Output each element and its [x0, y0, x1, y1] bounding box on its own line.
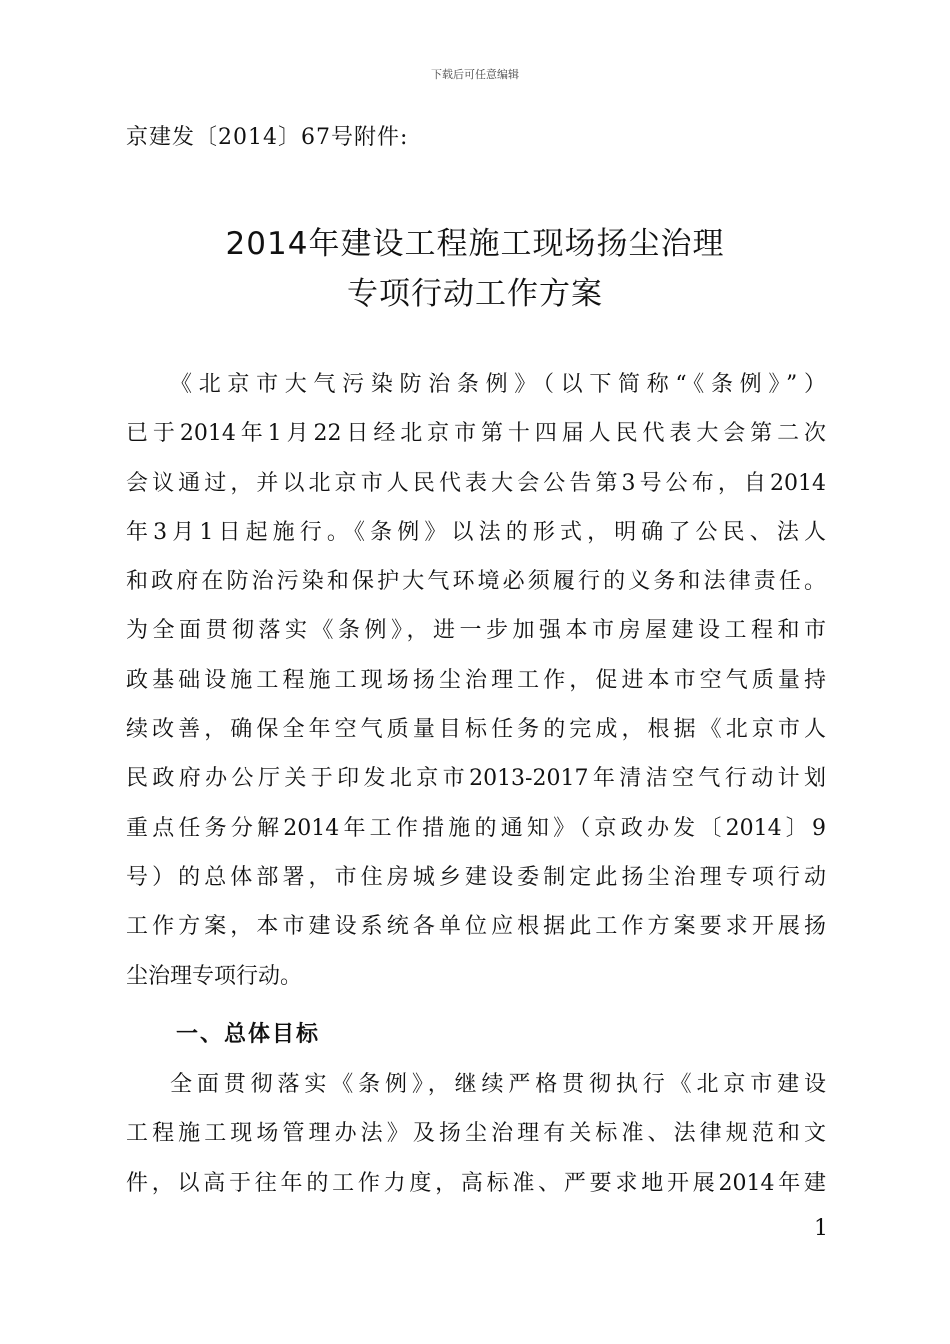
paragraph-line: 会议通过，并以北京市人民代表大会公告第3号公布，自2014 [126, 470, 826, 496]
paragraph-line: 重点任务分解2014年工作措施的通知》（京政办发〔2014〕9 [126, 815, 826, 841]
document-title-line-1: 2014年建设工程施工现场扬尘治理 [225, 226, 725, 262]
paragraph-overall-goal [126, 1060, 826, 1208]
paragraph-intro [126, 360, 826, 1001]
paragraph-line: 续改善，确保全年空气质量目标任务的完成，根据《北京市人 [126, 717, 826, 743]
document-reference: 京建发〔2014〕67号附件: [126, 125, 409, 150]
paragraph-line: 和政府在防治污染和保护大气环境必须履行的义务和法律责任。 [126, 569, 826, 595]
paragraph-line: 为全面贯彻落实《条例》，进一步加强本市房屋建设工程和市 [126, 618, 826, 644]
page-number: 1 [814, 1216, 828, 1241]
section-heading-overall-goal: 一、总体目标 [176, 1022, 321, 1047]
paragraph-line: 尘治理专项行动。 [126, 963, 303, 989]
paragraph-line: 已于2014年1月22日经北京市第十四届人民代表大会第二次 [126, 421, 826, 447]
paragraph-line: 工作方案，本市建设系统各单位应根据此工作方案要求开展扬 [126, 914, 826, 940]
paragraph-line: 年3月1日起施行。《条例》以法的形式，明确了公民、法人 [126, 519, 826, 545]
document-title-line-2: 专项行动工作方案 [347, 276, 603, 312]
paragraph-line: 全面贯彻落实《条例》，继续严格贯彻执行《北京市建设 [170, 1072, 826, 1097]
paragraph-line: 件，以高于往年的工作力度，高标准、严要求地开展2014年建 [126, 1170, 826, 1196]
paragraph-line: 《北京市大气污染防治条例》（以下简称“《条例》”） [170, 372, 826, 397]
paragraph-line: 号）的总体部署，市住房城乡建设委制定此扬尘治理专项行动 [126, 864, 826, 890]
paragraph-line: 政基础设施工程施工现场扬尘治理工作，促进本市空气质量持 [126, 667, 826, 693]
paragraph-line: 民政府办公厅关于印发北京市2013-2017年清洁空气行动计划 [126, 766, 826, 792]
header-note: 下载后可任意编辑 [431, 68, 519, 81]
paragraph-line: 工程施工现场管理办法》及扬尘治理有关标准、法律规范和文 [126, 1121, 826, 1147]
